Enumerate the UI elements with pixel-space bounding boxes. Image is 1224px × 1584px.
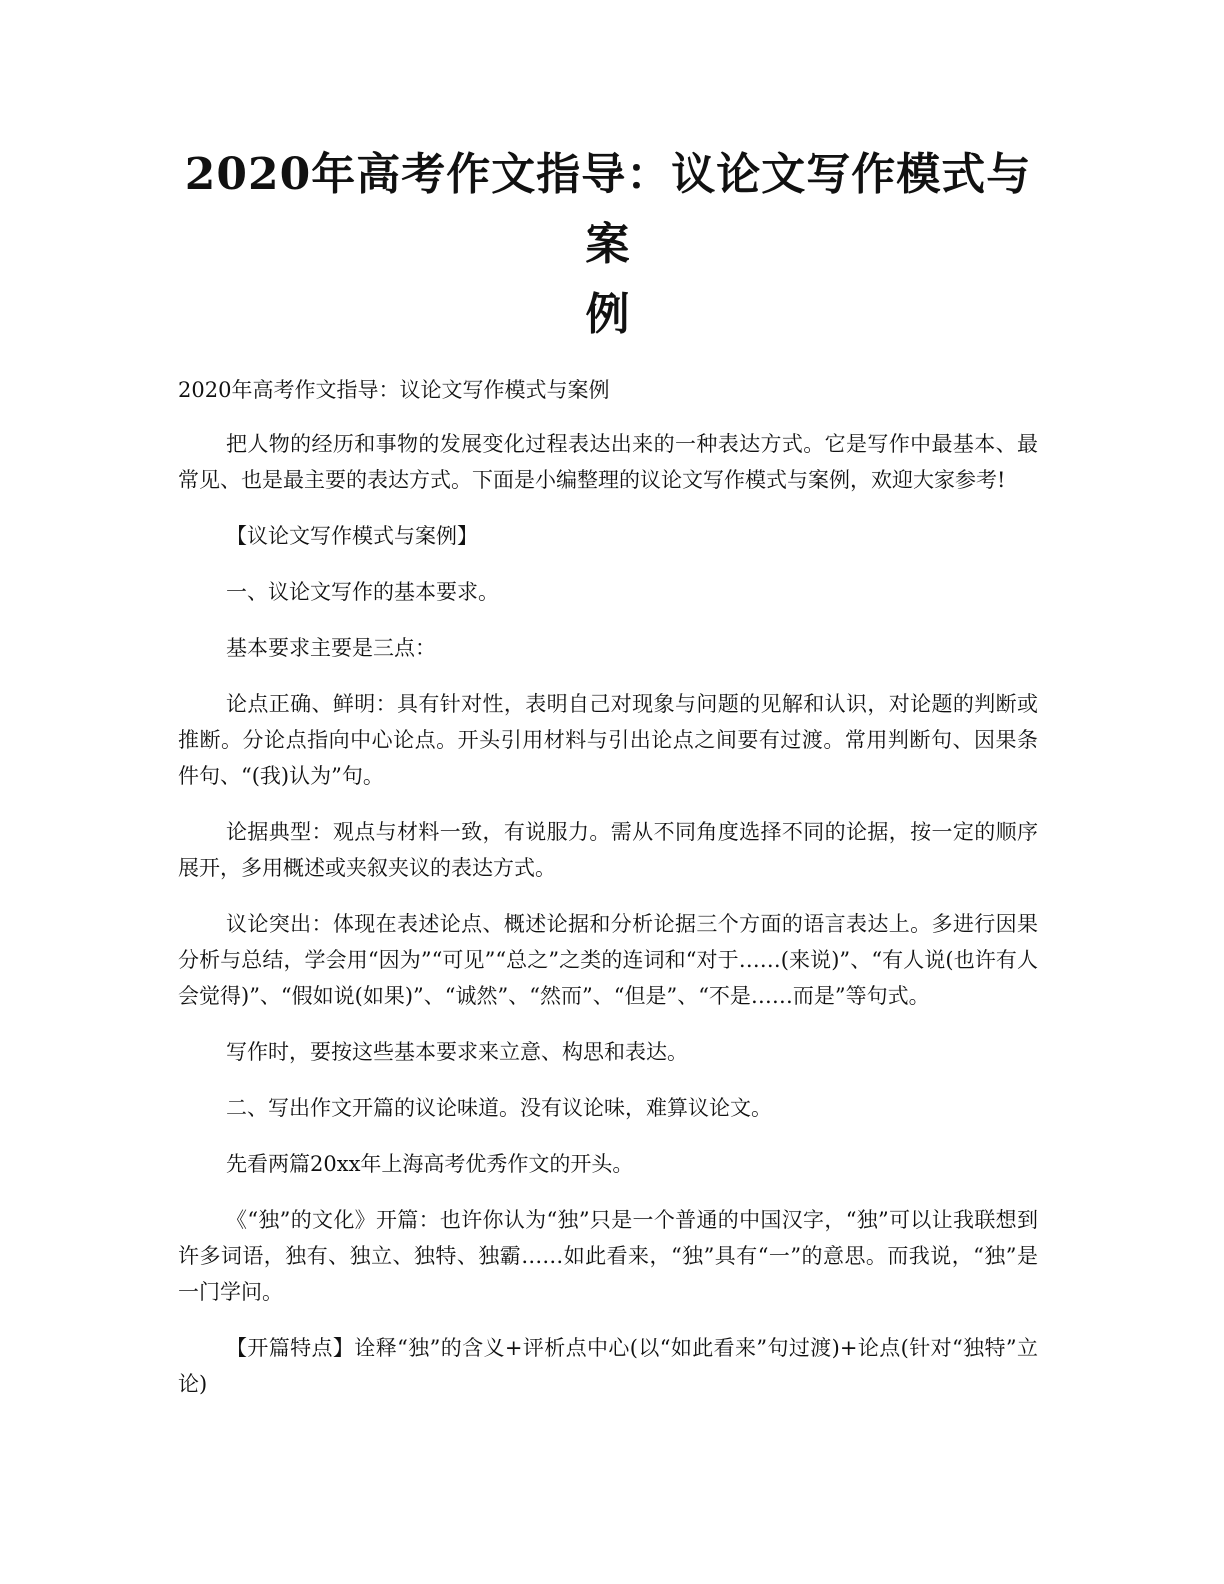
paragraph-example-1: 《“独”的文化》开篇：也许你认为“独”只是一个普通的中国汉字，“独”可以让我联想到许多词语，独有、独立、独特、独霸……如此看来，“独”具有“一”的意思。而我说，“独”是一门学问。 [178, 1208, 1038, 1304]
paragraph-evidence: 论据典型：观点与材料一致，有说服力。需从不同角度选择不同的论据，按一定的顺序展开，多用概述或夹叙夹议的表达方式。 [178, 820, 1038, 880]
document-title [178, 140, 1038, 350]
title-line-1: 2020年高考作文指导：议论文写作模式与案 [184, 149, 1032, 270]
title-line-2: 例 [585, 289, 631, 340]
document-page [178, 140, 1038, 1402]
document-subtitle: 2020年高考作文指导：议论文写作模式与案例 [178, 378, 610, 402]
heading-basic-requirements: 一、议论文写作的基本要求。 [226, 580, 499, 604]
paragraph-examples-intro: 先看两篇20xx年上海高考优秀作文的开头。 [226, 1152, 634, 1176]
paragraph-writing-tip: 写作时，要按这些基本要求来立意、构思和表达。 [226, 1040, 688, 1064]
paragraph-discussion: 议论突出：体现在表述论点、概述论据和分析论据三个方面的语言表达上。多进行因果分析与总结，学会用“因为”“可见”“总之”之类的连词和“对于……(来说)”、“有人说(也许有人会觉得)”、“假如说(如果)”、“诚然”、“然而”、“但是”、“不是……而是”等句式。 [178, 912, 1038, 1008]
section-heading: 【议论文写作模式与案例】 [226, 524, 478, 548]
heading-opening: 二、写出作文开篇的议论味道。没有议论味，难算议论文。 [226, 1096, 772, 1120]
paragraph-argument: 论点正确、鲜明：具有针对性，表明自己对现象与问题的见解和认识，对论题的判断或推断。分论点指向中心论点。开头引用材料与引出论点之间要有过渡。常用判断句、因果条件句、“(我)认为”句。 [178, 692, 1038, 788]
paragraph-opening-features: 【开篇特点】诠释“独”的含义+评析点中心(以“如此看来”句过渡)+论点(针对“独特”立论) [178, 1336, 1038, 1396]
intro-paragraph: 把人物的经历和事物的发展变化过程表达出来的一种表达方式。它是写作中最基本、最常见、也是最主要的表达方式。下面是小编整理的议论文写作模式与案例，欢迎大家参考! [178, 432, 1038, 492]
requirements-intro: 基本要求主要是三点： [226, 636, 436, 660]
